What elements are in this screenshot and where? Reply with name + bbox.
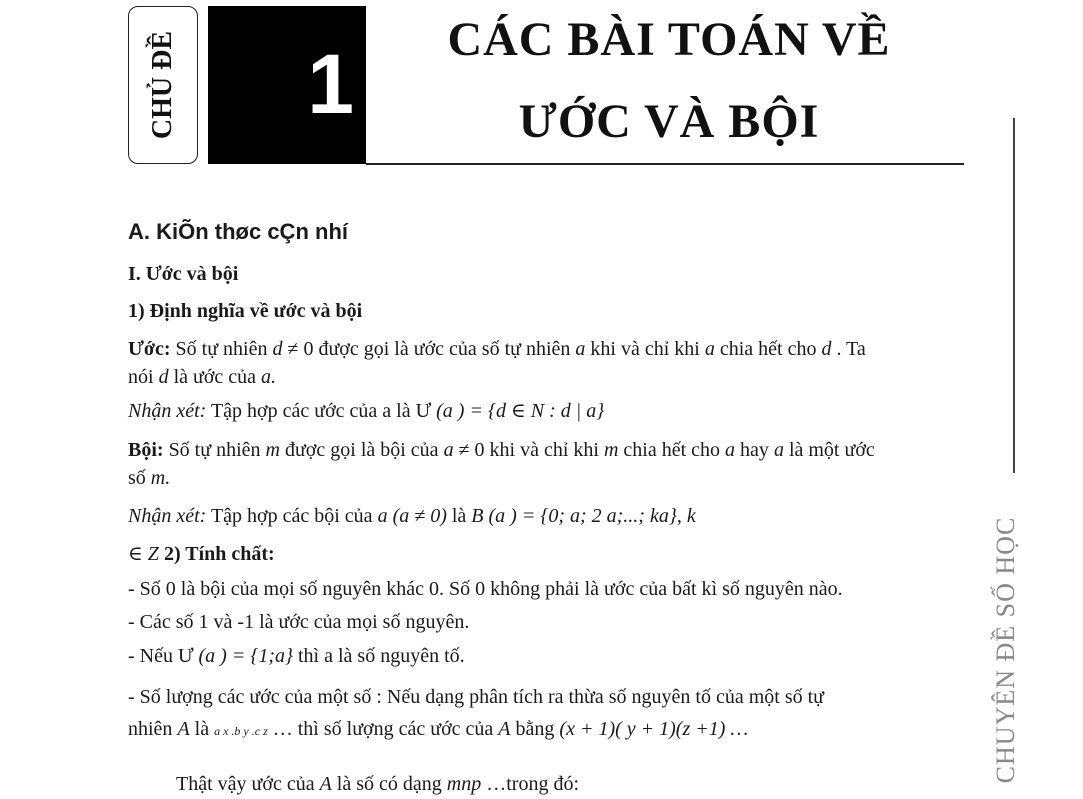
title-underline	[366, 163, 964, 165]
uoc-remark: Nhận xét: Tập hợp các ước của a là Ư (a ) = {d ∈ N : d | a}	[128, 400, 605, 422]
topic-number: 1	[307, 37, 354, 131]
uoc-definition-line-2: nói d là ước của a.	[128, 366, 277, 388]
page-title-line-1: CÁC BÀI TOÁN VỀ	[447, 13, 891, 66]
boi-remark: Nhận xét: Tập hợp các bội của a (a ≠ 0) là B (a ) = {0; a; 2 a;...; ka}, k	[128, 505, 696, 527]
section-a-heading: A. KiÕn thøc cÇn nhí	[128, 219, 348, 244]
topic-label: CHỦ ĐỀ	[147, 30, 178, 140]
topic-number-box	[208, 6, 366, 164]
side-running-title: CHUYÊN ĐỀ SỐ HỌC	[991, 516, 1020, 784]
subsection-2-line: ∈ Z 2) Tính chất:	[128, 543, 275, 565]
subsection-1-heading: 1) Định nghĩa về ước và bội	[128, 300, 363, 322]
boi-definition-line-1: Bội: Số tự nhiên m được gọi là bội của a ≠ 0 khi và chỉ khi m chia hết cho a hay a là một ước	[128, 439, 875, 461]
uoc-definition-line-1: Ước: Số tự nhiên d ≠ 0 được gọi là ước của số tự nhiên a khi và chỉ khi a chia hết cho d . Ta	[128, 338, 866, 360]
property-1: - Số 0 là bội của mọi số nguyên khác 0. Số 0 không phải là ước của bất kì số nguyên nào.	[128, 578, 843, 600]
page-title-line-2: ƯỚC VÀ BỘI	[518, 95, 820, 148]
property-2: - Các số 1 và -1 là ước của mọi số nguyên.	[128, 611, 470, 633]
boi-definition-line-2: số m.	[128, 467, 171, 489]
property-3: - Nếu Ư (a ) = {1;a} thì a là số nguyên tố.	[128, 645, 465, 667]
proof-line: Thật vậy ước của A là số có dạng mnp …trong đó:	[176, 773, 580, 795]
side-rule	[1013, 118, 1015, 473]
property-4-line-1: - Số lượng các ước của một số : Nếu dạng phân tích ra thừa số nguyên tố của một số tự	[128, 686, 825, 708]
section-1-heading: I. Ước và bội	[128, 263, 239, 285]
property-4-line-2: nhiên A là a x .b y .c z … thì số lượng các ước của A bằng (x + 1)( y + 1)(z +1) …	[128, 718, 749, 740]
